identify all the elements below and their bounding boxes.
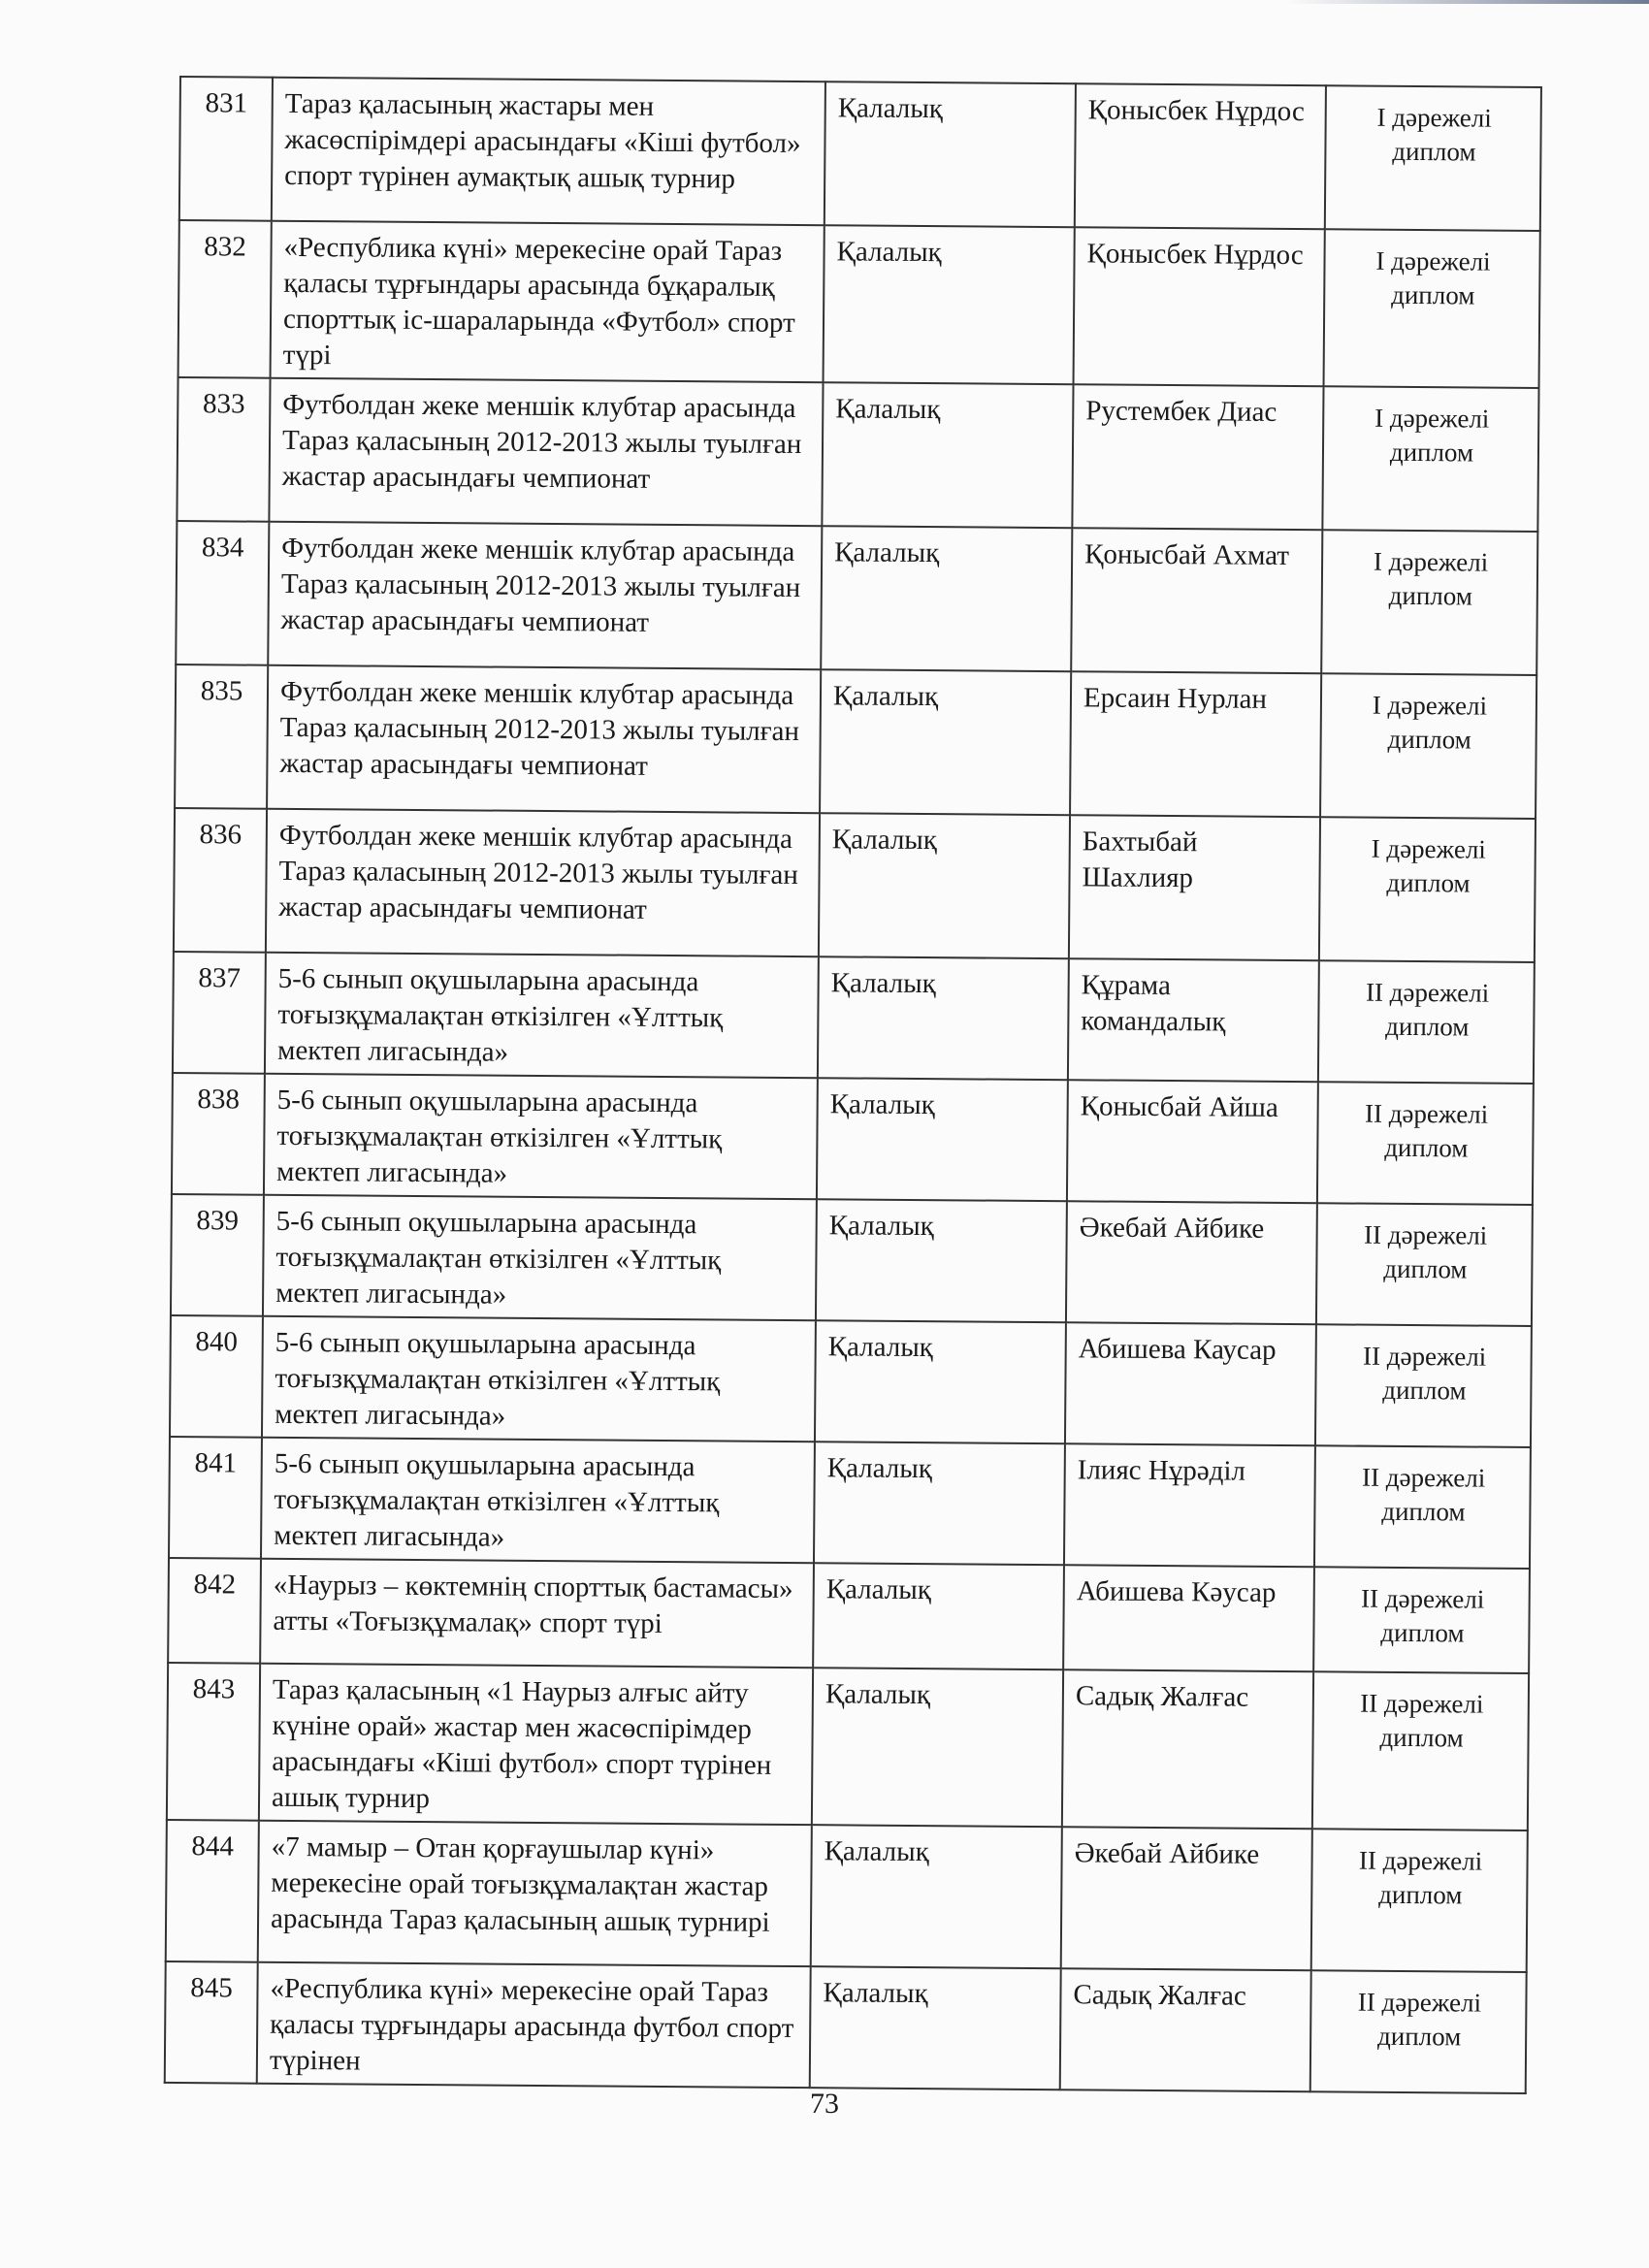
table-row bbox=[170, 1315, 1532, 1447]
row-number: 844 bbox=[166, 1820, 259, 1962]
award: ІІ дәрежелі диплом bbox=[1316, 1203, 1533, 1326]
participant-name: Әкебай Айбике bbox=[1066, 1201, 1317, 1324]
event-level: Қалалық bbox=[821, 526, 1072, 671]
participant-name: Қонысбай Ахмат bbox=[1071, 528, 1322, 673]
participant-name: Құрама командалық bbox=[1068, 958, 1319, 1082]
award: ІІ дәрежелі диплом bbox=[1313, 1567, 1530, 1673]
table-row bbox=[174, 808, 1536, 962]
table-row bbox=[167, 1663, 1529, 1831]
event-level: Қалалық bbox=[822, 382, 1073, 528]
event-name: Футболдан жеке меншік клубтар арасында Тараз қаласының 2012-2013 жылы туылған жастар арасындағы чемпионат bbox=[269, 378, 823, 526]
award: І дәрежелі диплом bbox=[1321, 530, 1537, 675]
table-row bbox=[179, 77, 1541, 231]
event-level: Қалалық bbox=[810, 1966, 1061, 2090]
participant-name: Рустембек Диас bbox=[1072, 384, 1323, 530]
scan-edge bbox=[0, 0, 1649, 4]
award: ІІ дәрежелі диплом bbox=[1311, 1829, 1528, 1972]
row-number: 833 bbox=[177, 377, 270, 522]
participant-name: Әкебай Айбике bbox=[1061, 1827, 1312, 1970]
award: ІІ дәрежелі диплом bbox=[1312, 1671, 1529, 1831]
event-name: Тараз қаласының жастары мен жасөспірімдері арасындағы «Кіші футбол» спорт түрінен аумақтық ашық турнир bbox=[272, 78, 825, 225]
table-row bbox=[176, 521, 1537, 675]
table-row bbox=[165, 1961, 1527, 2093]
participant-name: Ілияс Нұрәділ bbox=[1064, 1443, 1315, 1567]
award: І дәрежелі диплом bbox=[1324, 229, 1540, 388]
award: І дәрежелі диплом bbox=[1320, 673, 1536, 819]
event-level: Қалалық bbox=[814, 1442, 1065, 1565]
row-number: 835 bbox=[175, 664, 268, 809]
row-number: 845 bbox=[165, 1961, 258, 2084]
row-number: 832 bbox=[178, 220, 272, 378]
event-level: Қалалық bbox=[820, 669, 1071, 815]
participant-name: Садық Жалғас bbox=[1060, 1968, 1311, 2091]
event-name: «Республика күні» мерекесіне орай Тараз қаласы тұрғындары арасында футбол спорт түрінен bbox=[257, 1962, 811, 2088]
participant-name: Абишева Кәусар bbox=[1063, 1565, 1314, 1671]
event-level: Қалалық bbox=[813, 1563, 1064, 1669]
table-row bbox=[166, 1820, 1528, 1972]
participant-name: Садық Жалғас bbox=[1062, 1669, 1313, 1829]
event-level: Қалалық bbox=[817, 1078, 1068, 1201]
award: ІІ дәрежелі диплом bbox=[1315, 1324, 1532, 1447]
event-name: Тараз қаласының «1 Наурыз алғыс айту күніне орай» жастар мен жасөспірімдер арасындағы «Кіші футбол» спорт түрінен ашық турнир bbox=[259, 1664, 813, 1825]
row-number: 841 bbox=[169, 1437, 262, 1559]
event-level: Қалалық bbox=[818, 956, 1069, 1080]
row-number: 831 bbox=[179, 77, 273, 221]
participant-name: Абишева Каусар bbox=[1065, 1322, 1316, 1445]
award: І дәрежелі диплом bbox=[1319, 817, 1536, 962]
event-name: 5-6 сынып оқушыларына арасында тоғызқұмалақтан өткізілген «Ұлттық мектеп лигасында» bbox=[261, 1438, 815, 1563]
event-name: 5-6 сынып оқушыларына арасында тоғызқұмалақтан өткізілген «Ұлттық мектеп лигасында» bbox=[265, 953, 819, 1078]
event-name: 5-6 сынып оқушыларына арасында тоғызқұмалақтан өткізілген «Ұлттық мектеп лигасында» bbox=[264, 1074, 818, 1199]
participant-name: Қонысбек Нұрдос bbox=[1075, 83, 1326, 229]
table-row bbox=[173, 952, 1535, 1084]
event-name: «Наурыз – көктемнің спорттық бастамасы» атты «Тоғызқұмалақ» спорт түрі bbox=[260, 1559, 814, 1668]
participant-name: Қонысбай Айша bbox=[1067, 1080, 1318, 1203]
row-number: 837 bbox=[173, 952, 266, 1074]
awards-table bbox=[164, 76, 1542, 2094]
award: ІІ дәрежелі диплом bbox=[1310, 1970, 1527, 2093]
table-row bbox=[178, 220, 1540, 388]
page-number: 73 bbox=[810, 2088, 839, 2120]
row-number: 834 bbox=[176, 521, 269, 665]
award: І дәрежелі диплом bbox=[1322, 386, 1538, 532]
event-name: Футболдан жеке меншік клубтар арасында Тараз қаласының 2012-2013 жылы туылған жастар арасындағы чемпионат bbox=[266, 809, 820, 956]
event-name: 5-6 сынып оқушыларына арасында тоғызқұмалақтан өткізілген «Ұлттық мектеп лигасында» bbox=[262, 1316, 816, 1442]
table-row bbox=[171, 1194, 1533, 1326]
participant-name: Қонысбек Нұрдос bbox=[1074, 227, 1325, 386]
row-number: 838 bbox=[172, 1073, 265, 1195]
row-number: 840 bbox=[170, 1315, 263, 1438]
row-number: 839 bbox=[171, 1194, 264, 1316]
event-level: Қалалық bbox=[816, 1199, 1067, 1322]
award: ІІ дәрежелі диплом bbox=[1318, 960, 1535, 1084]
award: ІІ дәрежелі диплом bbox=[1314, 1445, 1531, 1569]
award: І дәрежелі диплом bbox=[1325, 85, 1541, 231]
row-number: 836 bbox=[174, 808, 267, 953]
table-row bbox=[177, 377, 1538, 532]
table-row bbox=[172, 1073, 1534, 1205]
event-level: Қалалық bbox=[824, 81, 1076, 227]
event-name: Футболдан жеке меншік клубтар арасында Тараз қаласының 2012-2013 жылы туылған жастар арасындағы чемпионат bbox=[267, 665, 821, 813]
row-number: 843 bbox=[167, 1663, 260, 1821]
event-level: Қалалық bbox=[815, 1320, 1066, 1443]
event-name: Футболдан жеке меншік клубтар арасында Тараз қаласының 2012-2013 жылы туылған жастар арасындағы чемпионат bbox=[268, 522, 822, 669]
table-row bbox=[168, 1558, 1530, 1673]
table-row bbox=[169, 1437, 1531, 1569]
award: ІІ дәрежелі диплом bbox=[1317, 1082, 1534, 1205]
event-name: «7 мамыр – Отан қорғаушылар күні» мерекесіне орай тоғызқұмалақтан жастар арасында Тараз қаласының ашық турнирі bbox=[258, 1821, 812, 1966]
event-level: Қалалық bbox=[819, 813, 1070, 958]
awards-table-body bbox=[165, 77, 1541, 2093]
event-name: 5-6 сынып оқушыларына арасында тоғызқұмалақтан өткізілген «Ұлттық мектеп лигасында» bbox=[263, 1195, 817, 1320]
participant-name: Бахтыбай Шахлияр bbox=[1069, 815, 1320, 960]
event-level: Қалалық bbox=[812, 1668, 1063, 1827]
row-number: 842 bbox=[168, 1558, 261, 1664]
event-name: «Республика күні» мерекесіне орай Тараз қаласы тұрғындары арасында бұқаралық спорттық іс-шараларында «Футбол» спорт түрі bbox=[271, 221, 824, 382]
participant-name: Ерсаин Нурлан bbox=[1070, 671, 1321, 817]
event-level: Қалалық bbox=[824, 225, 1075, 384]
table-row bbox=[175, 664, 1536, 819]
event-level: Қалалық bbox=[811, 1825, 1062, 1968]
